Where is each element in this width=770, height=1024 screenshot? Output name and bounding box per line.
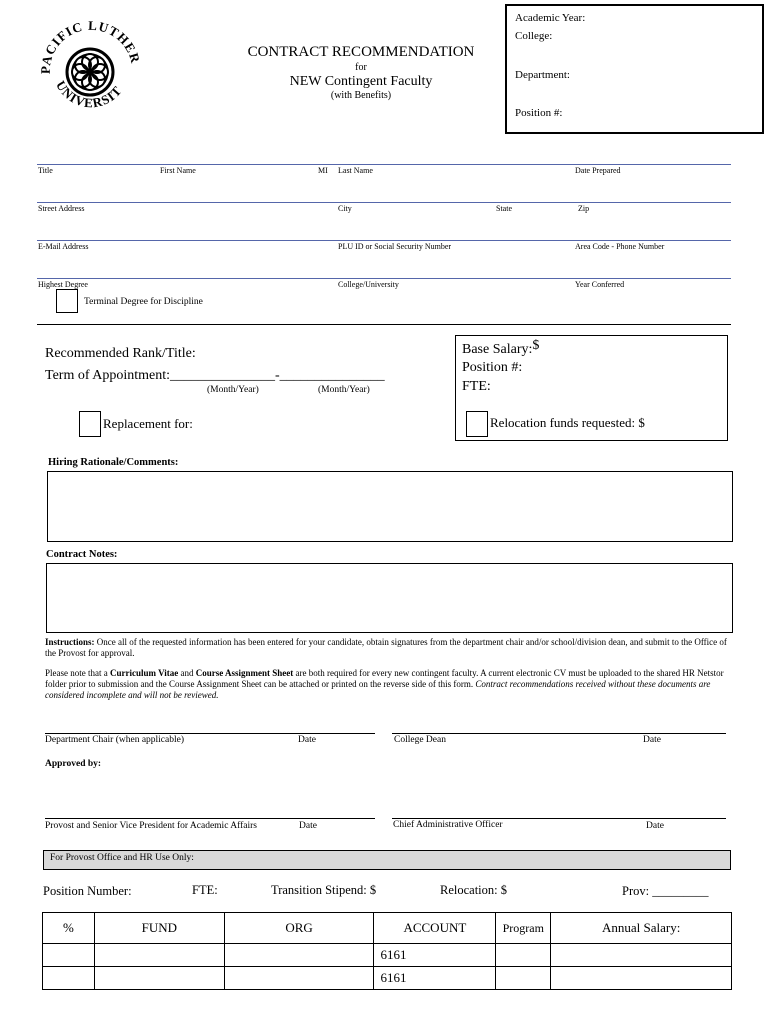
salary-fte-label[interactable]: FTE: [462, 379, 491, 394]
contract-notes-label: Contract Notes: [46, 549, 118, 560]
office-relocation-field[interactable]: Relocation: $ [440, 883, 507, 897]
college-dean-date-label: Date [643, 735, 661, 745]
account-header: ACCOUNT [374, 913, 496, 944]
approved-by-label: Approved by: [45, 759, 102, 769]
office-use-banner [43, 850, 731, 870]
relocation-checkbox[interactable] [466, 411, 488, 437]
term-of-appointment-field[interactable]: Term of Appointment:_______________-_______________ [45, 368, 385, 383]
state-field[interactable]: State [496, 204, 512, 213]
replacement-checkbox[interactable] [79, 411, 101, 437]
form-subtitle: NEW Contingent Faculty [289, 74, 433, 89]
cao-signature-line[interactable] [392, 818, 726, 819]
percent-cell[interactable] [43, 967, 95, 990]
street-address-field[interactable]: Street Address [38, 204, 85, 213]
provost-date-label: Date [299, 821, 317, 831]
percent-cell[interactable] [43, 944, 95, 967]
university-seal-logo [38, 18, 142, 122]
terminal-degree-checkbox[interactable] [56, 289, 78, 313]
program-cell[interactable] [496, 944, 551, 967]
base-salary-text: Base Salary: [462, 342, 533, 357]
college-university-field[interactable]: College/University [338, 280, 399, 289]
position-number-field[interactable]: Position Number: [43, 884, 132, 898]
base-salary-dollar: $ [532, 338, 540, 353]
academic-info-box [505, 4, 764, 134]
hiring-rationale-textarea[interactable] [47, 471, 733, 542]
base-salary-label[interactable] [462, 338, 540, 358]
logo-text-bottom: UNIVERSIT [53, 77, 125, 111]
cao-date-label: Date [646, 821, 664, 831]
month-year-end-label: (Month/Year) [318, 385, 370, 395]
fund-header: FUND [94, 913, 224, 944]
contract-notes-textarea[interactable] [46, 563, 733, 633]
replacement-label: Replacement for: [103, 416, 193, 431]
annual-salary-header: Annual Salary: [551, 913, 732, 944]
salary-box [455, 335, 728, 441]
account-cell[interactable]: 6161 [374, 944, 496, 967]
org-cell[interactable] [224, 967, 374, 990]
terminal-degree-label: Terminal Degree for Discipline [84, 297, 203, 307]
annual-salary-cell[interactable] [551, 967, 732, 990]
form-title-for: for [355, 62, 367, 73]
college-dean-label: College Dean [394, 735, 446, 745]
provost-signature-line[interactable] [45, 818, 375, 819]
instructions-text: Once all of the requested information has been entered for your candidate, obtain signatures from the department chair and/or school/division dean, and submit to the Office of the Provost for approval. [45, 637, 727, 658]
requirements-text-c: are both required for every new contingent faculty. A current electronic CV must be uploaded to the shared HR Netstor folder prior to submission and the Course Assignment Sheet can be attached or printed on the reverse side of this form. [45, 668, 724, 689]
table-row [43, 967, 732, 990]
field-line-2 [37, 202, 731, 203]
college-dean-signature-line[interactable] [392, 733, 726, 734]
field-line-1 [37, 164, 731, 165]
requirements-text-a: Please note that a [45, 668, 110, 678]
city-field[interactable]: City [338, 204, 352, 213]
highest-degree-field[interactable]: Highest Degree [38, 280, 88, 289]
org-header: ORG [224, 913, 374, 944]
plu-id-field[interactable]: PLU ID or Social Security Number [338, 242, 452, 251]
requirements-paragraph [45, 668, 735, 701]
position-number-label[interactable]: Position #: [515, 107, 563, 119]
table-row [43, 944, 732, 967]
dept-chair-signature-line[interactable] [45, 733, 375, 734]
program-cell[interactable] [496, 967, 551, 990]
program-header: Program [496, 913, 551, 944]
salary-position-label[interactable]: Position #: [462, 360, 523, 375]
annual-salary-cell[interactable] [551, 944, 732, 967]
first-name-field[interactable]: First Name [160, 166, 196, 175]
date-prepared-field[interactable]: Date Prepared [575, 166, 621, 175]
hiring-rationale-label: Hiring Rationale/Comments: [48, 457, 179, 468]
mi-field[interactable]: MI [318, 166, 328, 175]
requirements-italic-note: Contract recommendations received without these documents are considered incomplete and will not be reviewed. [45, 679, 711, 700]
relocation-label: Relocation funds requested: $ [490, 415, 645, 430]
requirements-text-b: and [178, 668, 196, 678]
last-name-field[interactable]: Last Name [338, 166, 373, 175]
transition-stipend-field[interactable]: Transition Stipend: $ [271, 883, 377, 897]
department-label[interactable]: Department: [515, 69, 570, 81]
percent-header: % [43, 913, 95, 944]
fund-table [42, 912, 732, 990]
fund-cell[interactable] [94, 944, 224, 967]
form-title-block [220, 44, 502, 101]
recommended-rank-label[interactable]: Recommended Rank/Title: [45, 346, 196, 361]
logo-text-top: PACIFIC LUTHER [38, 18, 142, 75]
section-divider [37, 324, 731, 325]
curriculum-vitae-text: Curriculum Vitae [109, 668, 179, 678]
field-line-3 [37, 240, 731, 241]
college-label[interactable]: College: [515, 30, 553, 42]
dept-chair-label: Department Chair (when applicable) [45, 735, 185, 745]
academic-year-label[interactable]: Academic Year: [515, 12, 586, 24]
dept-chair-date-label: Date [298, 735, 316, 745]
email-field[interactable]: E-Mail Address [38, 242, 89, 251]
provost-label: Provost and Senior Vice President for Academic Affairs [45, 821, 257, 831]
fund-cell[interactable] [94, 967, 224, 990]
office-fte-field[interactable]: FTE: [192, 883, 218, 897]
form-benefits-note: (with Benefits) [330, 90, 392, 101]
year-conferred-field[interactable]: Year Conferred [575, 280, 625, 289]
cao-label: Chief Administrative Officer [393, 820, 503, 830]
fund-table-header-row [43, 913, 732, 944]
form-title: CONTRACT RECOMMENDATION [247, 44, 475, 60]
office-use-label: For Provost Office and HR Use Only: [50, 853, 194, 863]
course-assignment-text: Course Assignment Sheet [195, 668, 294, 678]
field-line-4 [37, 278, 731, 279]
prov-field[interactable]: Prov: _________ [622, 884, 709, 898]
zip-field[interactable]: Zip [578, 204, 590, 213]
org-cell[interactable] [224, 944, 374, 967]
title-field[interactable]: Title [38, 166, 53, 175]
instructions-lead: Instructions: [45, 637, 95, 647]
account-cell[interactable]: 6161 [374, 967, 496, 990]
month-year-start-label: (Month/Year) [207, 385, 259, 395]
instructions-paragraph [45, 637, 733, 659]
phone-field[interactable]: Area Code - Phone Number [575, 242, 665, 251]
